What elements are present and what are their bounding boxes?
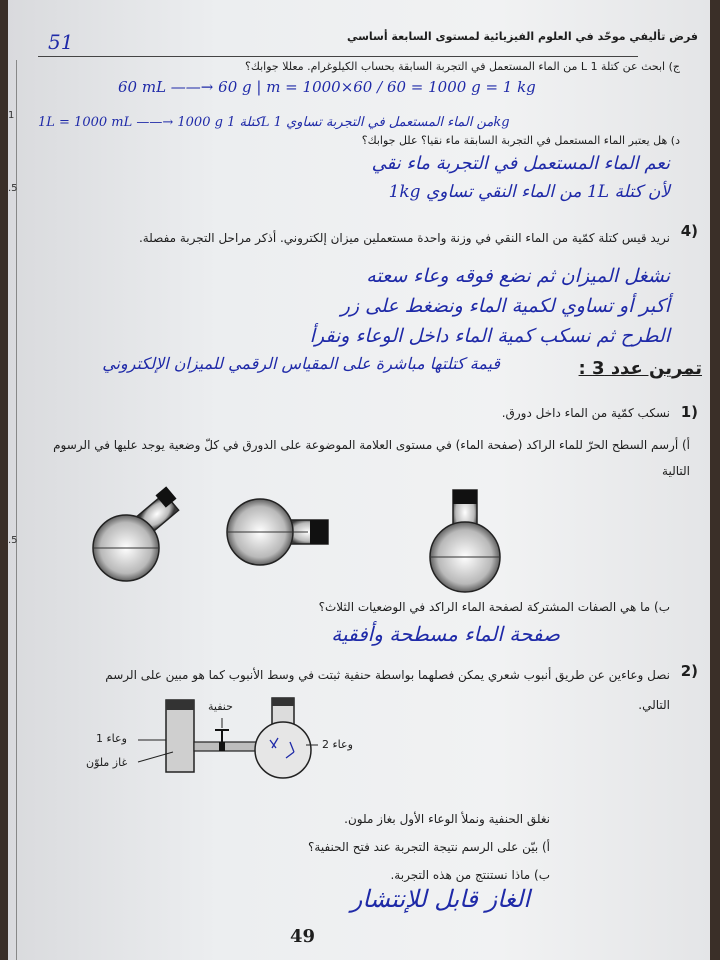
answer-4-line-1: نشغل الميزان ثم نضع فوقه وعاء سعته [366, 265, 670, 287]
answer-d-line-2: لأن كتلة 1L من الماء النقي تساوي 1kg [388, 182, 670, 202]
score-mark: 51 [48, 30, 74, 54]
margin-number: 1 [8, 110, 15, 121]
answer-4-line-3: الطرح ثم نسكب كمية الماء داخل الوعاء ونقرأ [309, 325, 670, 347]
answer-4-line-4: قيمة كتلتها مباشرة على المقياس الرقمي للميزان الإلكتروني [102, 354, 500, 373]
answer-d-line-1: نعم الماء المستعمل في التجربة ماء نقي [371, 153, 670, 174]
page-number: 49 [290, 926, 316, 947]
margin-number: .5 [8, 183, 18, 194]
answer-4-line-2: أكبر أو تساوي لكمية الماء ونضغط على زر [340, 295, 670, 317]
vessel-2 [255, 698, 311, 778]
label-vessel-1: وعاء 1 [96, 732, 127, 745]
ex3-q2-text: نصل وعاءين عن طريق أنبوب شعري يمكن فصلهما بواسطة حنفية ثبتت في وسط الأنبوب كما هو مبين على الرسم التالي. [105, 668, 670, 712]
question-4-prompt: نريد قيس كتلة كمّية من الماء النقي في وزنة واحدة مستعملين ميزان إلكتروني. أذكر مراحل التجربة مفصلة. [138, 231, 670, 245]
ex3-q1-text: نسكب كمّية من الماء داخل دورق. [501, 406, 670, 420]
ex3-qb2-answer: الغاز قابل للإنتشار [350, 885, 530, 913]
exam-page [8, 0, 710, 960]
vessel-1 [166, 700, 194, 772]
ex3-qb-answer: صفحة الماء مسطحة وأفقية [331, 622, 560, 646]
ex3-qb2-text: ب) ماذا نستنتج من هذه التجربة. [390, 868, 550, 882]
answer-c-line-2: 1L = 1000 mL ——→ 1000 g كتلة 1L من الماء المستعمل في التجربة تساوي 1kg [38, 115, 510, 130]
label-tap: حنفية [208, 700, 233, 713]
exercise-3-title: تمرين عدد 3 : [578, 358, 702, 379]
question-d-prompt: د) هل يعتبر الماء المستعمل في التجربة السابقة ماء نقيا؟ علل جوابك؟ [361, 134, 680, 147]
label-vessel-2: وعاء 2 [322, 738, 353, 751]
ex3-q2-number: 2) [680, 662, 698, 680]
ex3-qa2-text: أ) بيّن على الرسم نتيجة التجربة عند فتح الحنفية؟ [308, 840, 550, 854]
question-4-number: 4) [680, 222, 698, 240]
ex3-q1-number: 1) [680, 403, 698, 421]
margin-number: .5 [8, 535, 18, 546]
label-gas: غاز ملوّن [86, 756, 128, 769]
ex3-qa-text: أ) أرسم السطح الحرّ للماء الراكد (صفحة الماء) في مستوى العلامة الموضوعة على الدورق في كلّ وضعية يوجد عليها في الرسوم التالية [53, 438, 690, 478]
question-c-prompt: ج) ابحث عن كتلة 1 L من الماء المستعمل في التجربة السابقة بحساب الكيلوغرام. معللا جوابك؟ [245, 60, 680, 73]
exam-header-title: فرض تأليفي موحّد في العلوم الفيزيائية لمستوى السابعة أساسي [346, 30, 698, 43]
ex3-qb-text: ب) ما هي الصفات المشتركة لصفحة الماء الراكد في الوضعيات الثلاث؟ [318, 600, 670, 614]
answer-c-line-1: 60 mL ——→ 60 g | m = 1000×60 / 60 = 1000 g = 1 kg [118, 78, 536, 96]
ex3-close-text: نغلق الحنفية ونملأ الوعاء الأول بغاز ملون. [344, 812, 550, 826]
